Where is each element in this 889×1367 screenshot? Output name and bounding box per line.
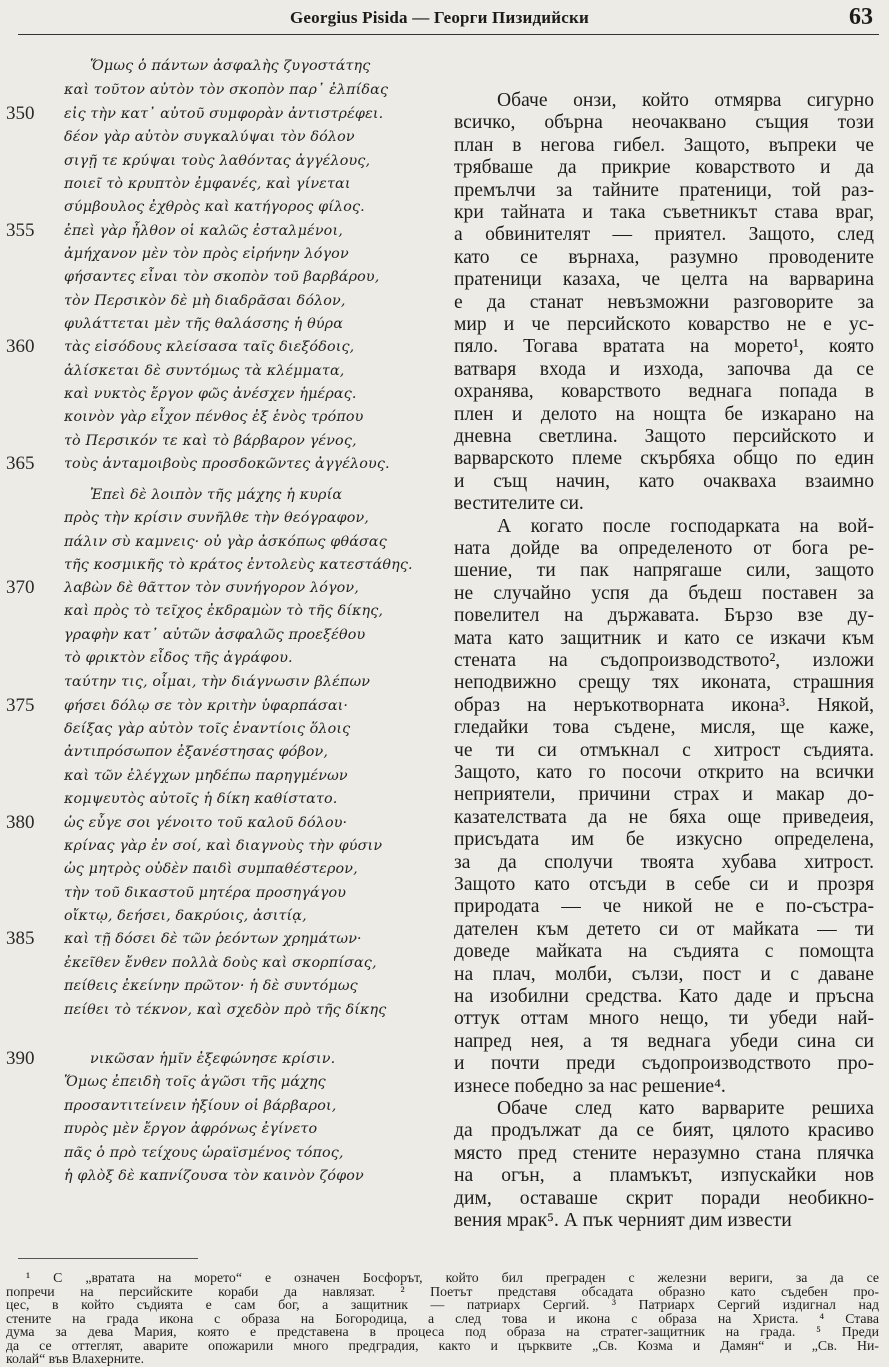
translation-line: и същ начин, като очакваха взаимно bbox=[454, 471, 874, 492]
footnote-line: цес, в който съдията е сам бог, а защитник — патриарх Сергий. ³ Патриарх Сергий издигнал над bbox=[6, 1297, 879, 1312]
translation-line: образ на неръкотворната икона³. Някой, bbox=[454, 695, 874, 716]
translation-line: Обаче след като варварите решиха bbox=[497, 1098, 874, 1119]
translation-line: охранява, коварството веднага попада в bbox=[454, 381, 874, 402]
greek-verse-line: ὡς εὖγε σοι γένοιτο τοῦ καλοῦ δόλου· bbox=[64, 815, 348, 831]
translation-line: на огън, а пламъкът, изпускайки нов bbox=[454, 1165, 874, 1186]
translation-line: място пред стените неразумно стана плячка bbox=[454, 1143, 874, 1164]
running-title: Georgius Pisida — Георги Пизидийски bbox=[290, 8, 590, 27]
greek-verse-line: οἴκτῳ, δεήσει, δακρύοις, ἀσιτίᾳ, bbox=[64, 908, 307, 924]
translation-line: вестителите си. bbox=[454, 493, 584, 514]
greek-verse-line: πυρὸς μὲν ἔργον ἀφρόνως ἐγίνετο bbox=[64, 1121, 318, 1137]
greek-verse-line: κρίνας γὰρ ἐν σοί, καὶ διαγνοὺς τὴν φύσιν bbox=[64, 838, 383, 854]
footnote-line: дума за дева Мария, която е представена в процеса под образа на стратег-защитник на града. ⁵ Преди bbox=[6, 1324, 879, 1339]
greek-verse-line: νικῶσαν ἡμῖν ἐξεφώνησε κρίσιν. bbox=[90, 1051, 336, 1067]
verse-line-number: 380 bbox=[6, 812, 35, 833]
greek-verse-line: καὶ τῇ δόσει δὲ τῶν ῥεόντων χρημάτων· bbox=[64, 931, 362, 947]
greek-verse-line: φήσει δόλῳ σε τὸν κριτὴν ὑφαρπάσαι· bbox=[64, 698, 349, 714]
translation-line: природата — че никой не е по-състра- bbox=[454, 896, 874, 917]
translation-line: Защото като отсъди в себе си и прозря bbox=[454, 874, 874, 895]
translation-line: стената на съдопроизводството², изложи bbox=[454, 650, 874, 671]
page-number: 63 bbox=[849, 4, 873, 30]
greek-verse-line: τὸ φρικτὸν εἶδος τῆς ἀγράφου. bbox=[64, 650, 293, 666]
translation-line: повелител на държавата. Бързо взе ду- bbox=[454, 605, 874, 626]
translation-line: плен и делото на нощта бе изкарано на bbox=[454, 404, 874, 425]
translation-line: ната дойде ва определеното от бога ре- bbox=[454, 538, 874, 559]
greek-verse-line: ὡς μητρὸς οὐδὲν παιδὶ συμπαθέστερον, bbox=[64, 861, 358, 877]
greek-verse-line: καὶ τοῦτον αὐτὸν τὸν σκοπὸν παρ᾽ ἐλπίδας bbox=[64, 82, 389, 98]
translation-line: варварското племе скърбяха общо по един bbox=[454, 448, 874, 469]
greek-verse-line: ἐπεὶ γὰρ ἦλθον οἱ καλῶς ἐσταλμένοι, bbox=[64, 223, 343, 239]
greek-verse-line: Ἐπεὶ δὲ λοιπὸν τῆς μάχης ἡ κυρία bbox=[90, 487, 343, 503]
footnote-line: да се оттеглят, аварите опожарили много предградия, както и църквите „Св. Козма и Дамян“ и „Св. Ни- bbox=[6, 1338, 879, 1353]
greek-verse-line: τοὺς ἀνταμοιβοὺς προσδοκῶντες ἀγγέλους. bbox=[64, 456, 390, 472]
translation-line: Обаче онзи, който отмярва сигурно bbox=[497, 90, 874, 111]
translation-line: вения мрак⁵. А пък черният дим извести bbox=[454, 1210, 792, 1231]
translation-line: че ти си отмъкнал с хитрост съдията. bbox=[454, 740, 874, 761]
greek-verse-line: πάλιν σὺ καμνεις· οὐ γὰρ ἀσκόπως φθάσας bbox=[64, 534, 387, 550]
greek-verse-line: καὶ τῶν ἐλέγχων μηδέπω παρηγμένων bbox=[64, 768, 348, 784]
footnote-line: стените на града икона с образа на Богородица, а след това и икона с образа на Христа. ⁴ Става bbox=[6, 1311, 879, 1326]
translation-line: план в негова гибел. Защото, въпреки че bbox=[454, 135, 874, 156]
translation-line: пяло. Тогава вратата на морето¹, която bbox=[454, 336, 874, 357]
verse-line-number: 375 bbox=[6, 695, 35, 716]
greek-verse-line: τὸν Περσικὸν δὲ μὴ διαδρᾶσαι δόλον, bbox=[64, 293, 346, 309]
greek-verse-line: πείθεις ἐκείνην πρῶτον· ἡ δὲ συντόμως bbox=[64, 978, 358, 994]
footnote-line: колай“ във Влахерните. bbox=[6, 1351, 145, 1366]
translation-line: доведе майката на съдията с помощта bbox=[454, 941, 874, 962]
greek-verse-line: τὴν τοῦ δικαστοῦ μητέρα προσηγάγου bbox=[64, 885, 347, 901]
greek-verse-line: ἡ φλὸξ δὲ καπνίζουσα τὸν καινὸν ζόφον bbox=[64, 1168, 364, 1184]
greek-verse-line: πείθει τὸ τέκνον, καὶ σχεδὸν πρὸ τῆς δίκης bbox=[64, 1002, 387, 1018]
translation-line: на плач, молби, сълзи, пост и с даване bbox=[454, 964, 874, 985]
translation-line: трябваше да прикрие коварството и да bbox=[454, 157, 874, 178]
verse-line-number: 365 bbox=[6, 453, 35, 474]
verse-line-number: 385 bbox=[6, 928, 35, 949]
greek-verse-line: ταύτην τις, οἶμαι, τὴν διάγνωσιν βλέπων bbox=[64, 674, 371, 690]
translation-line: кри тайната и така съветникът става враг, bbox=[454, 202, 874, 223]
greek-verse-line: φήσαντες εἶναι τὸν σκοπὸν τοῦ βαρβάρου, bbox=[64, 269, 380, 285]
translation-line: не случайно успя да бъдеш поставен за bbox=[454, 583, 874, 604]
greek-verse-line: πᾶς ὁ πρὸ τείχους ὡραϊσμένος τόπος, bbox=[64, 1145, 344, 1161]
translation-line: Защото, като го посочи открито на всички bbox=[454, 762, 874, 783]
translation-line: напред нея, а тя веднага убеди сина си bbox=[454, 1031, 874, 1052]
greek-verse-line: σύμβουλος ἐχθρὸς καὶ κατήγορος φίλος. bbox=[64, 199, 365, 215]
greek-verse-line: σιγῇ τε κρύψαι τοὺς λαθόντας ἀγγέλους, bbox=[64, 153, 371, 169]
translation-line: а обвинителят — приятел. Защото, след bbox=[454, 224, 874, 245]
greek-verse-line: ἐκεῖθεν ἔνθεν πολλὰ δοὺς καὶ σκορπίσας, bbox=[64, 955, 377, 971]
translation-line: като се върнаха, разумно проводените bbox=[454, 247, 874, 268]
translation-line: мир и че персийското коварство не е ус- bbox=[454, 314, 874, 335]
translation-line: за да сполучи твоята хубава хитрост. bbox=[454, 852, 874, 873]
greek-verse-line: δέον γὰρ αὐτὸν συγκαλύψαι τὸν δόλον bbox=[64, 129, 355, 145]
translation-line: дневна светлина. Защото персийското и bbox=[454, 426, 874, 447]
greek-verse-line: τὸ Περσικόν τε καὶ τὸ βάρβαρον γένος, bbox=[64, 433, 357, 449]
greek-verse-line: καὶ νυκτὸς ἔργον φῶς ἀνέσχεν ἡμέρας. bbox=[64, 386, 357, 402]
translation-line: неподвижно срещу тях иконата, страшния bbox=[454, 672, 874, 693]
greek-verse-line: καὶ πρὸς τὸ τεῖχος ἐκδραμὼν τὸ τῆς δίκης, bbox=[64, 603, 384, 619]
header-rule bbox=[18, 34, 879, 35]
verse-line-number: 370 bbox=[6, 577, 35, 598]
greek-verse-line: ἀντιπρόσωπον ἐξανέστησας φόβον, bbox=[64, 744, 329, 760]
translation-line: дим, оставаше скрит поради необикно- bbox=[454, 1188, 874, 1209]
greek-verse-line: ποιεῖ τὸ κρυπτὸν ἐμφανές, καὶ γίνεται bbox=[64, 176, 351, 192]
footnote-rule bbox=[18, 1258, 198, 1259]
translation-line: присъдата им бе изкусно определена, bbox=[454, 829, 874, 850]
verse-line-number: 360 bbox=[6, 336, 35, 357]
greek-verse-line: προσαντιτείνειν ἠξίουν οἱ βάρβαροι, bbox=[64, 1098, 337, 1114]
footnote-line: попречи на персийските кораби да навлязат. ² Поетът представя обсадата образно като съдебен про- bbox=[6, 1284, 879, 1299]
greek-verse-line: ἀμήχανον μὲν τὸν πρὸς εἰρήνην λόγον bbox=[64, 246, 349, 262]
greek-verse-line: εἰς τὴν κατ᾽ αὐτοῦ συμφορὰν ἀντιστρέφει. bbox=[64, 106, 384, 122]
greek-verse-line: φυλάττεται μὲν τῆς θαλάσσης ἡ θύρα bbox=[64, 316, 344, 332]
translation-line: е да станат невъзможни разговорите за bbox=[454, 292, 874, 313]
translation-line: изнесе победно за нас решение⁴. bbox=[454, 1076, 726, 1097]
greek-verse-line: πρὸς τὴν κρίσιν συνῆλθε τὴν θεόγραφον, bbox=[64, 510, 370, 526]
translation-line: и почти преди съдопроизводството про- bbox=[454, 1053, 874, 1074]
greek-verse-line: γραφὴν κατ᾽ αὐτῶν ἀσφαλῶς προεξέθου bbox=[64, 627, 366, 643]
greek-verse-line: λαβὼν δὲ θᾶττον τὸν συνήγορον λόγον, bbox=[64, 580, 359, 596]
translation-line: неприятели, причини страх и макар до- bbox=[454, 784, 874, 805]
greek-verse-line: Ὅμως ὁ πάντων ἀσφαλὴς ζυγοστάτης bbox=[90, 58, 371, 74]
translation-line: дателен към детето си от майката — ти bbox=[454, 919, 874, 940]
greek-verse-line: τῆς κοσμικῆς τὸ κράτος ἐντολεὺς κατεστάθης. bbox=[64, 557, 413, 573]
greek-verse-line: τὰς εἰσόδους κλείσασα ταῖς διεξόδοις, bbox=[64, 339, 355, 355]
translation-line: гледайки това съдене, мисля, ще каже, bbox=[454, 717, 874, 738]
translation-line: мата като защитник и като се изкачи към bbox=[454, 628, 874, 649]
translation-line: премълчи за тайните пратеници, той раз- bbox=[454, 180, 874, 201]
translation-line: всичко, обърна неочаквано същия този bbox=[454, 112, 874, 133]
translation-line: на изобилни средства. Като даде и пръсна bbox=[454, 986, 874, 1007]
translation-line: ватваря входа и изхода, започва да се bbox=[454, 359, 874, 380]
translation-line: пратеници казаха, че целта на варварина bbox=[454, 269, 874, 290]
translation-line: казателствата да не бяха още приведеия, bbox=[454, 807, 874, 828]
greek-verse-line: Ὅμως ἐπειδὴ τοῖς ἀγῶσι τῆς μάχης bbox=[64, 1074, 326, 1090]
verse-line-number: 390 bbox=[6, 1048, 35, 1069]
verse-line-number: 350 bbox=[6, 103, 35, 124]
verse-line-number: 355 bbox=[6, 220, 35, 241]
translation-line: да продължат да се бият, цялото красиво bbox=[454, 1120, 874, 1141]
footnote-line: ¹ С „вратата на морето“ е означен Босфорът, който бил преграден с железни вериги, за да се bbox=[26, 1270, 879, 1285]
greek-verse-line: ἁλίσκεται δὲ συντόμως τὰ κλέμματα, bbox=[64, 363, 345, 379]
greek-verse-line: δείξας γὰρ αὐτὸν τοῖς ἐναντίοις ὅλοις bbox=[64, 721, 351, 737]
translation-line: А когато после господарката на вой- bbox=[497, 516, 874, 537]
translation-line: шение, ти пак напрягаше сили, защото bbox=[454, 560, 874, 581]
greek-verse-line: κοινὸν γὰρ εἶχον πένθος ἐξ ἑνὸς τρόπου bbox=[64, 409, 364, 425]
page-header bbox=[0, 0, 889, 34]
greek-verse-line: κομψευτὸς αὐτοῖς ἡ δίκη καθίστατο. bbox=[64, 791, 338, 807]
translation-line: оттук оттам много нещо, ти убеди най- bbox=[454, 1008, 874, 1029]
